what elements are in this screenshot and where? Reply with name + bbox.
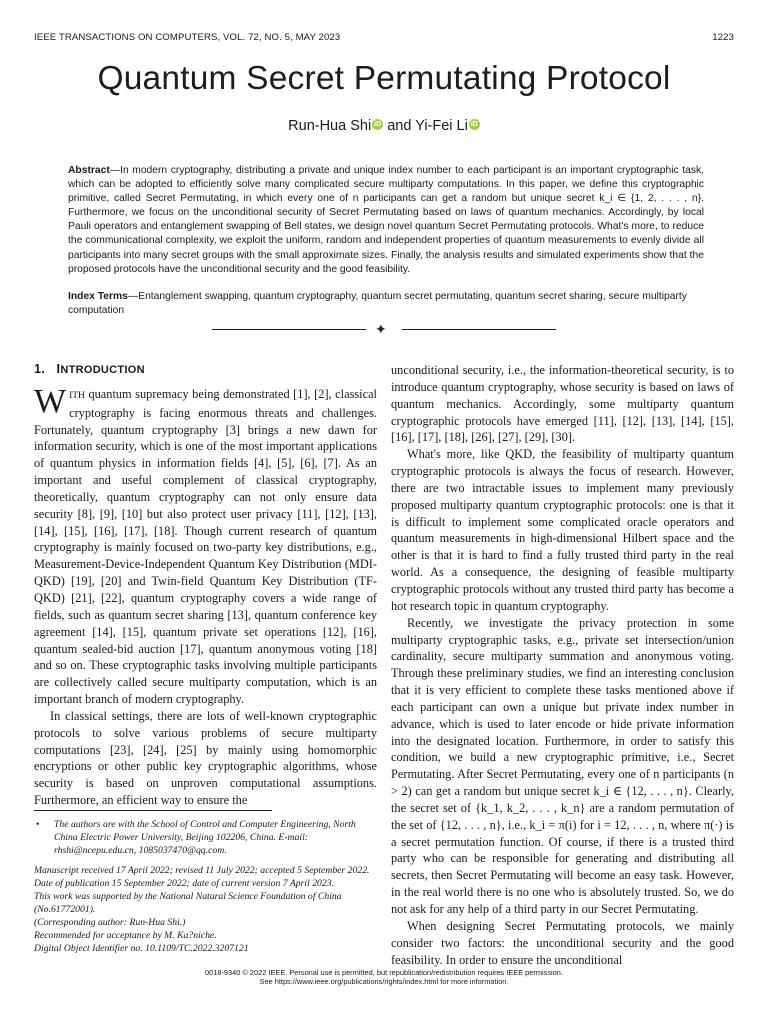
bullet-icon: • [36, 819, 40, 830]
author-name: Yi-Fei Li [415, 118, 468, 134]
paragraph-text: quantum supremacy being demonstrated [1], [2], classical cryptography is facing enormous threats and challenges. Fortunately, quantum cryptography [3] brings a new dawn for information security, which is one of the most important applications of quantum physics in information fields [4], [5], [6], [7]. As an important and useful complement of classical cryptography, theoretically, quantum cryptography can not only ensure data security [8], [9], [10] but also protect user privacy [11], [12], [13], [14], [15], [16], [17], [18]. Though current research of quantum cryptography is mainly focused on two-party key distributions, e.g., Measurement-Device-Independent Quantum Key Distribution (MDI-QKD) [19], [20] and Twin-field Quantum Key Distribution (TF-QKD) [21], [22], quantum cryptography covers a wide range of fields, such as quantum secret sharing [13], quantum conference key agreement [14], [15], quantum private set operations [12], [16], quantum sealed-bid auction [17], quantum anonymous voting [18] and so on. These cryptographic tasks involving multiple participants are collectively called secure multiparty computation, which is an important branch of modern cryptography. [34, 386, 377, 707]
paragraph: When designing Secret Permutating protocols, we mainly consider two factors: the unconditional security and the good feasibility. In order to ensure the unconditional [391, 918, 734, 967]
abstract-label: Abstract [68, 165, 110, 176]
funding-note: This work was supported by the National Natural Science Foundation of China (No.61772001). [34, 891, 342, 915]
rights-link[interactable]: See https://www.ieee.org/publications/rights/index.html for more information. [259, 977, 509, 986]
author-name: Run-Hua Shi [288, 118, 372, 134]
recommended-by: Recommended for acceptance by M. Ka?niche. [34, 930, 217, 941]
page-number: 1223 [712, 32, 734, 43]
section-divider [212, 322, 556, 338]
index-terms-label: Index Terms [68, 291, 128, 302]
author-line [0, 118, 768, 134]
right-column [391, 362, 734, 968]
index-terms-text: —Entanglement swapping, quantum cryptography, quantum secret permutating, quantum secret sharing, secure multiparty computation [68, 291, 687, 317]
copyright-notice [0, 968, 768, 986]
section-number: 1 [34, 362, 42, 376]
paper-title: Quantum Secret Permutating Protocol [97, 60, 671, 97]
divider-line [212, 329, 366, 330]
section-title-rest: NTRODUCTION [60, 364, 145, 376]
abstract-text: —In modern cryptography, distributing a private and unique index number to each participant is an important cryptographic task, which can be adopted to efficiently solve many complicated secure multiparty computations. In this paper, we define this cryptographic primitive, called Secret Permutating, in which every one of n participants can get a random but unique secret k_i ∈ {1, 2, . . . , n}. Furthermore, we focus on the unconditional security of Secret Permutating based on laws of quantum mechanics. Accordingly, by local Pauli operators and entanglement swapping of Bell states, we design novel quantum Secret Permutating protocols. What's more, to reduce the communicational complexity, we exploit the uniform, random and independent properties of quantum measurements to evenly divide all participants into many secret groups with the small approximate sizes. Finally, the analysis results and simulated experiments show that the proposed protocols have the unconditional security and the good feasibility. [68, 165, 704, 275]
manuscript-dates: Manuscript received 17 April 2022; revised 11 July 2022; accepted 5 September 2022. Date of publication 15 September 2022; date of current version 7 April 2023. [34, 865, 370, 889]
orcid-icon[interactable]: iD [374, 121, 382, 128]
orcid-icon[interactable]: iD [470, 121, 478, 128]
section-title-initial: I [56, 362, 61, 376]
paragraph: unconditional security, i.e., the information-theoretical security, is to introduce quantum cryptography, whose security is based on laws of quantum mechanics. Accordingly, some multiparty quantum cryptographic protocols have emerged [11], [12], [13], [14], [15], [16], [17], [18], [26], [27], [29], [30]. [391, 363, 734, 445]
footnotes [34, 818, 377, 955]
corresponding-author: (Corresponding author: Run-Hua Shi.) [34, 917, 186, 928]
paragraph: In classical settings, there are lots of well-known cryptographic protocols to solve various problems of secure multiparty computations [23], [24], [25] by mainly using homomorphic encryptions or other public key cryptographic algorithms, whose security is based on unproven computational assumptions. Furthermore, an efficient way to ensure the [34, 708, 377, 808]
paragraph: Recently, we investigate the privacy protection in some multiparty cryptographic tasks, e.g., private set intersection/union cardinality, secure multiparty summation and anonymous voting. Through these preliminary studies, we find an interesting conclusion that it is very efficient to complete these tasks mentioned above if each participant can own a unique but private index number in advance, which is used to later encode or hide private information into the designated location. Furthermore, in order to satisfy this condition, we build a new cryptographic primitive, i.e., Secret Permutating. After Secret Permutating, every one of n participants (n > 2) can get a random but unique secret k_i ∈ {12, . . . , n}. Clearly, the secret set of {k_1, k_2, . . . , k_n} are a random permutation of the set of {12, . . . , n}, i.e., k_i = π(i) for i = 12, . . . , n, where π(·) is a secret permutation function. Of course, if there is a trusted third party who can be responsible for generating and distributing all secrets, then Secret Permutating will become an easy task. However, in the real world there is no one who is absolutely trusted. So, we do not ask for any help of a third party in our Secret Permutating. [391, 615, 734, 916]
affiliation-note [34, 818, 377, 857]
copyright-line: 0018-9340 © 2022 IEEE. Personal use is permitted, but republication/redistribution requires IEEE permission. [205, 968, 563, 977]
abstract [68, 164, 704, 277]
left-column [34, 361, 377, 809]
index-terms [68, 290, 704, 318]
lead-in-smallcaps: ITH [69, 390, 85, 401]
section-heading: 1. INTRODUCTION [34, 362, 145, 376]
doi[interactable]: Digital Object Identifier no. 10.1109/TC.2022.3207121 [34, 943, 249, 954]
affiliation-text: The authors are with the School of Control and Computer Engineering, North China Electric Power University, Beijing 102206, China. E-mail: rhshi@ncepu.edu.cn, 1085037470@qq.com. [54, 819, 356, 856]
drop-cap: W [34, 382, 67, 420]
paragraph: What's more, like QKD, the feasibility of multiparty quantum cryptographic protocols is always the focus of research. However, there are two intractable issues to implement many previously proposed multiparty quantum cryptographic protocols: one is that it is difficult to implement some complicated oracle operators and quantum measurements in high-dimensional Hilbert space and the other is that it is hard to find a fully trusted third party in the real world. As a consequence, the designing of feasible multiparty cryptographic protocols without any trusted third party has become a hot research topic in quantum cryptography. [391, 447, 734, 613]
footnote-rule [34, 810, 272, 811]
author-conjunction: and [387, 118, 412, 134]
journal-citation: IEEE TRANSACTIONS ON COMPUTERS, VOL. 72, NO. 5, MAY 2023 [34, 32, 341, 43]
running-head [34, 32, 734, 46]
paragraph [34, 382, 377, 708]
divider-ornament-icon: ✦ [375, 323, 387, 338]
divider-line [402, 329, 556, 330]
